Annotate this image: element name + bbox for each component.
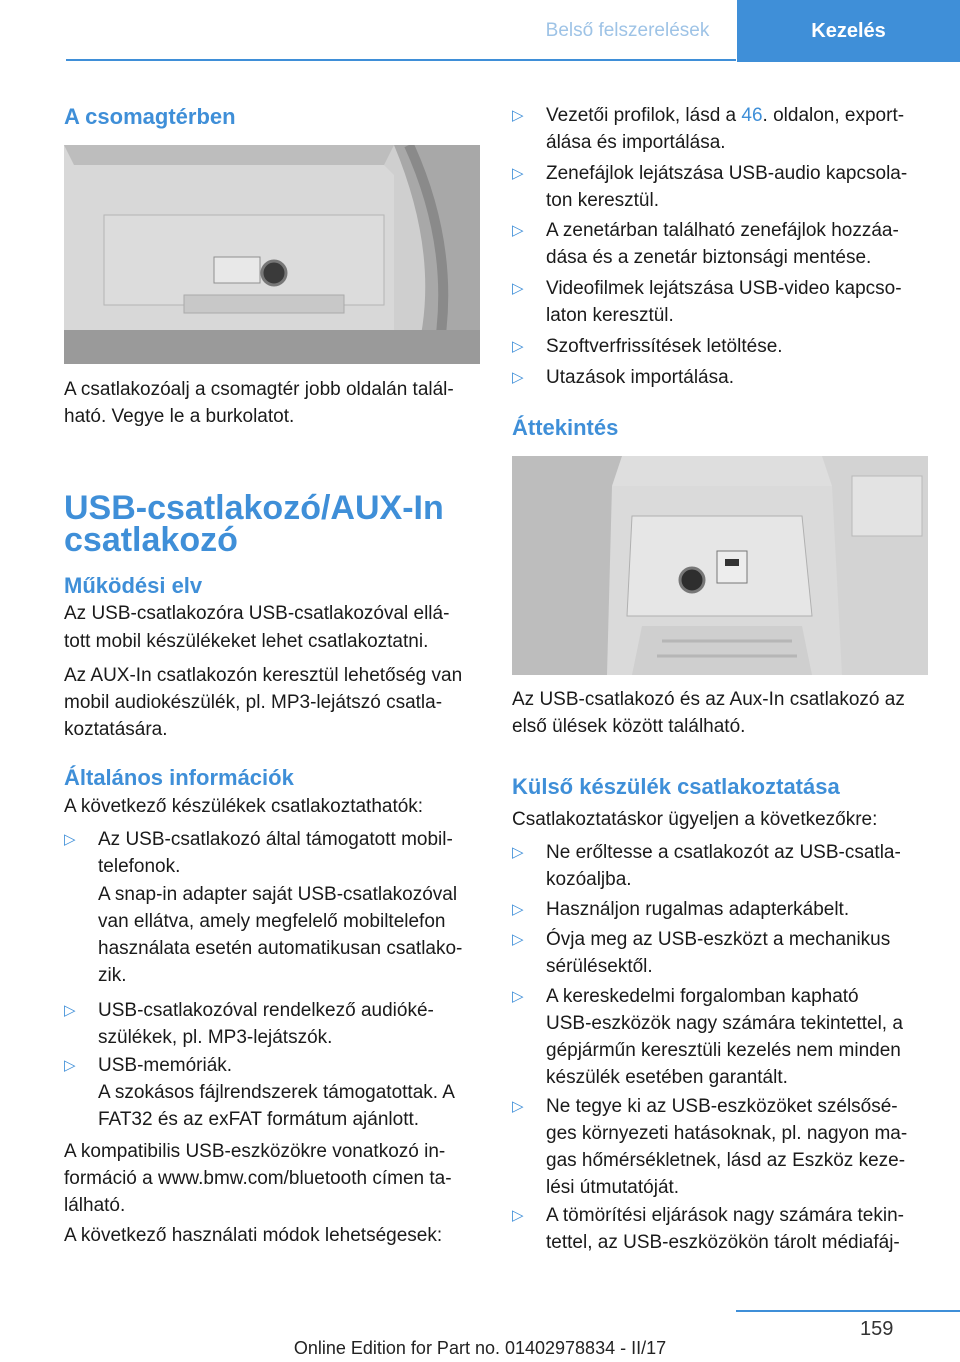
console-usb-aux-photo [512,456,928,675]
list-item: ▷ Ne tegye ki az USB-eszközöket szélsősé- ges környezeti hatásoknak, pl. nagyon ma- gas hőmérsékletnek, lásd az Eszköz keze- lési útmutatóját. [512,1093,907,1201]
usage-modes-intro: A következő használati módok lehetségesek: [64,1225,443,1246]
bullet-triangle-icon: ▷ [512,280,524,297]
principle-p1-line2: tott mobil készülékeket lehet csatlakoztatni. [64,631,429,652]
compat-p-line3: lálható. [64,1195,126,1216]
list-item-note-line: FAT32 és az exFAT formátum ajánlott. [98,1109,420,1130]
list-item: ▷ USB-memóriák. [64,1052,232,1079]
bullet-triangle-icon: ▷ [512,1207,524,1224]
compat-p-line2: formáció a www.bmw.com/bluetooth címen ta- [64,1168,452,1189]
list-item: ▷ A tömörítési eljárások nagy számára tekin- tettel, az USB-eszközökön tárolt médiafáj- [512,1202,904,1256]
principle-p2-line1: Az AUX-In csatlakozón keresztül lehetőség van [64,665,463,686]
page-header [0,0,960,62]
page-number: 159 [860,1318,894,1340]
list-item: ▷ Az USB-csatlakozó által támogatott mobil- telefonok. [64,826,453,880]
trunk-socket-photo [64,145,480,364]
footer-divider [736,1310,960,1312]
bullet-triangle-icon: ▷ [512,844,524,861]
list-item-note-line: van ellátva, amely megfelelő mobiltelefon [98,911,446,932]
list-item: ▷ Ne erőltesse a csatlakozót az USB-csatla- kozóaljba. [512,839,901,893]
compat-p-line1: A kompatibilis USB-eszközökre vonatkozó in- [64,1141,446,1162]
heading-trunk: A csomagtérben [64,104,236,129]
header-divider [66,59,736,61]
bullet-triangle-icon: ▷ [512,222,524,239]
trunk-caption-line1: A csatlakozóalj a csomagtér jobb oldalán talál- [64,379,454,400]
principle-p2-line3: koztatására. [64,719,168,740]
heading-external-device: Külső készülék csatlakoztatása [512,774,840,799]
heading-general: Általános információk [64,765,294,790]
list-item: ▷ USB-csatlakozóval rendelkező audióké- szülékek, pl. MP3-lejátszók. [64,997,434,1051]
edition-footer: Online Edition for Part no. 01402978834 - II/17 [293,1338,667,1358]
list-item-note-line: A szokásos fájlrendszerek támogatottak. A [98,1082,455,1103]
trunk-caption-line2: ható. Vegye le a burkolatot. [64,406,295,427]
list-item-note-line: A snap-in adapter saját USB-csatlakozóval [98,884,458,905]
section-tab-operation[interactable]: Kezelés [737,0,960,62]
bullet-triangle-icon: ▷ [512,901,524,918]
bullet-triangle-icon: ▷ [64,831,76,848]
principle-p2-line2: mobil audiokészülék, pl. MP3-lejátszó csatla- [64,692,443,713]
bullet-triangle-icon: ▷ [512,107,524,124]
list-item: ▷ Szoftverfrissítések letöltése. [512,333,783,360]
heading-principle: Működési elv [64,573,203,598]
page-title-line2: csatlakozó [64,521,238,559]
bullet-triangle-icon: ▷ [64,1002,76,1019]
bullet-triangle-icon: ▷ [512,338,524,355]
section-tab-interior[interactable]: Belső felszerelések [545,20,710,41]
overview-caption-line2: első ülések között található. [512,716,746,737]
page-reference-link[interactable]: 46 [741,105,763,126]
bullet-triangle-icon: ▷ [512,165,524,182]
list-item-note-line: használata esetén automatikusan csatlako- [98,938,463,959]
list-item: ▷ A kereskedelmi forgalomban kapható USB-eszközök nagy számára tekintettel, a gépjárműn keresztüli kezelés nem minden készülék esetében garantált. [512,983,903,1091]
list-item: ▷ Vezetői profilok, lásd a 46. oldalon, export- álása és importálása. [512,102,904,156]
list-item: ▷ Használjon rugalmas adapterkábelt. [512,896,849,923]
list-item: ▷ Óvja meg az USB-eszközt a mechanikus sérülésektől. [512,926,890,980]
bullet-triangle-icon: ▷ [512,931,524,948]
general-intro: A következő készülékek csatlakoztathatók: [64,796,424,817]
overview-caption-line1: Az USB-csatlakozó és az Aux-In csatlakozó az [512,689,905,710]
list-item-note-line: zik. [98,965,127,986]
list-item: ▷ Zenefájlok lejátszása USB-audio kapcsola- ton keresztül. [512,160,907,214]
list-item: ▷ Videofilmek lejátszása USB-video kapcso- laton keresztül. [512,275,902,329]
page-title-line1: USB-csatlakozó/AUX-In [64,489,444,527]
bullet-triangle-icon: ▷ [64,1057,76,1074]
bullet-triangle-icon: ▷ [512,1098,524,1115]
bullet-triangle-icon: ▷ [512,369,524,386]
heading-overview: Áttekintés [512,415,619,440]
list-item: ▷ Utazások importálása. [512,364,734,391]
bullet-triangle-icon: ▷ [512,988,524,1005]
external-intro: Csatlakoztatáskor ügyeljen a következőkre: [512,809,878,830]
list-item: ▷ A zenetárban található zenefájlok hozzáa- dása és a zenetár biztonsági mentése. [512,217,899,271]
principle-p1-line1: Az USB-csatlakozóra USB-csatlakozóval ellá- [64,603,450,624]
